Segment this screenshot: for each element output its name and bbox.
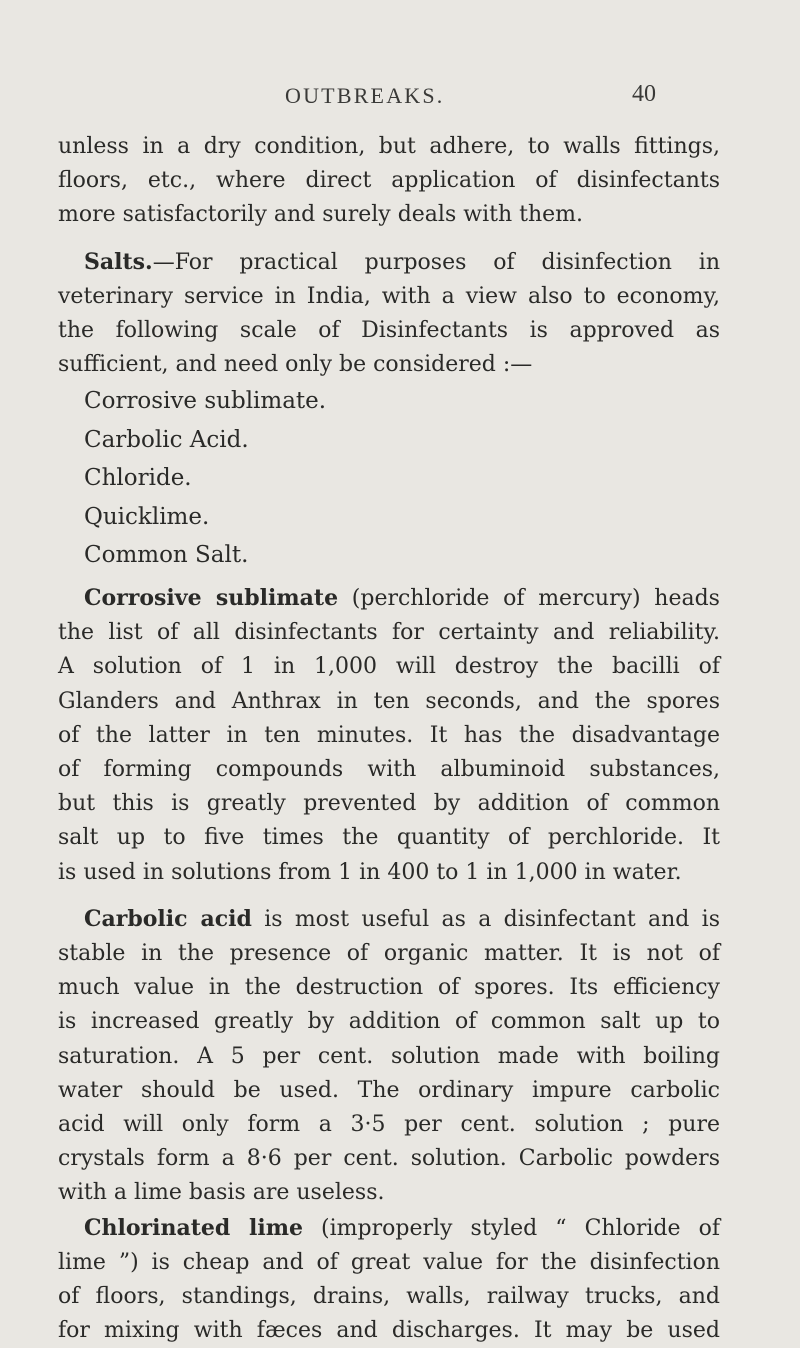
text-run: (perchloride of mercury) heads bbox=[338, 585, 720, 611]
text-line: more satisfactorily and surely deals with them. bbox=[58, 202, 583, 228]
text-line: Glanders and Anthrax in ten seconds, and the spores bbox=[58, 688, 720, 714]
text-line: of forming compounds with albuminoid substances, bbox=[58, 756, 720, 782]
text-line: the following scale of Disinfectants is approved as bbox=[58, 318, 720, 344]
text-run: (improperly styled “ Chloride of bbox=[303, 1215, 720, 1241]
text-line: unless in a dry condition, but adhere, to walls fittings, bbox=[58, 134, 720, 159]
paragraph-carbolic-acid bbox=[58, 902, 720, 1211]
list-item: Carbolic Acid. bbox=[84, 426, 249, 453]
text-line: floors, etc., where direct application of disinfectants bbox=[58, 168, 720, 194]
text-line: saturation. A 5 per cent. solution made with boiling bbox=[58, 1043, 720, 1069]
text-run: is most useful as a disinfectant and is bbox=[251, 906, 720, 932]
text-line: is increased greatly by addition of common salt up to bbox=[58, 1009, 720, 1035]
paragraph-continuation bbox=[58, 130, 720, 233]
body-text bbox=[58, 130, 720, 1348]
section-heading-salts: Salts. bbox=[84, 248, 153, 275]
text-line bbox=[58, 245, 720, 280]
text-line: sufficient, and need only be considered :— bbox=[58, 352, 533, 378]
text-line bbox=[58, 902, 720, 937]
paragraph-corrosive-sublimate bbox=[58, 581, 720, 890]
text-line: with a lime basis are useless. bbox=[58, 1180, 385, 1206]
page-number: 40 bbox=[632, 81, 656, 107]
text-line: is used in solutions from 1 in 400 to 1 in 1,000 in water. bbox=[58, 859, 682, 885]
section-heading-corrosive: Corrosive sublimate bbox=[84, 584, 339, 611]
section-heading-carbolic: Carbolic acid bbox=[84, 905, 252, 932]
paragraph-chlorinated-lime bbox=[58, 1211, 720, 1348]
text-line: of floors, standings, drains, walls, railway trucks, and bbox=[58, 1283, 720, 1309]
list-item: Corrosive sublimate. bbox=[84, 388, 327, 415]
text-line: salt up to five times the quantity of perchloride. It bbox=[58, 825, 720, 851]
section-heading-chlorinated: Chlorinated lime bbox=[84, 1214, 303, 1241]
paragraph-salts bbox=[58, 245, 720, 383]
text-line bbox=[58, 581, 720, 616]
text-line: but this is greatly prevented by addition of common bbox=[58, 791, 720, 817]
running-head: OUTBREAKS. bbox=[285, 83, 445, 108]
list-item: Quicklime. bbox=[84, 503, 210, 530]
text-line: stable in the presence of organic matter. It is not of bbox=[58, 940, 720, 966]
text-line: A solution of 1 in 1,000 will destroy the bacilli of bbox=[58, 654, 720, 680]
disinfectant-list bbox=[58, 382, 720, 575]
text-line: the list of all disinfectants for certainty and reliability. bbox=[58, 620, 720, 646]
text-line: of the latter in ten minutes. It has the disadvantage bbox=[58, 722, 720, 748]
text-line: acid will only form a 3·5 per cent. solution ; pure bbox=[58, 1111, 720, 1137]
page-header bbox=[0, 79, 800, 119]
text-run: —For practical purposes of disinfection in bbox=[152, 249, 720, 275]
text-line: lime ”) is cheap and of great value for the disinfection bbox=[58, 1249, 720, 1275]
list-item: Chloride. bbox=[84, 465, 192, 492]
text-line: water should be used. The ordinary impure carbolic bbox=[58, 1077, 720, 1103]
text-line: for mixing with fæces and discharges. It may be used bbox=[58, 1318, 720, 1344]
text-line: crystals form a 8·6 per cent. solution. Carbolic powders bbox=[58, 1146, 720, 1172]
text-line: much value in the destruction of spores. Its efficiency bbox=[58, 975, 720, 1001]
text-line bbox=[58, 1211, 720, 1246]
text-line: veterinary service in India, with a view also to economy, bbox=[58, 283, 720, 309]
list-item: Common Salt. bbox=[84, 542, 249, 569]
